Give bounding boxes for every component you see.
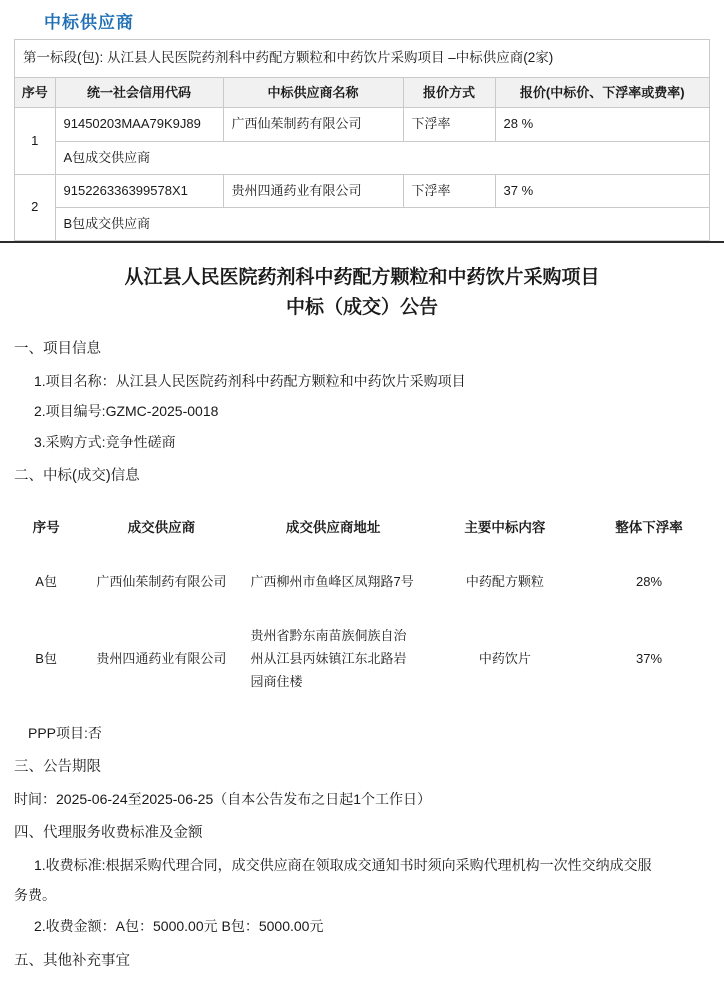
cell-address: 广西柳州市鱼峰区凤翔路7号 [250,573,414,589]
cell-supplier: 广西仙茱制药有限公司 [223,108,403,141]
table-row [15,174,709,207]
announcement-title-line2: 中标（成交）公告 [285,296,438,318]
column-header-address: 成交供应商地址 [285,519,381,535]
cell-content: 中药饮片 [478,651,531,667]
table-header-row [14,505,710,555]
cell-package: A包 [35,573,57,589]
project-number: 2.项目编号:GZMC-2025-0018 [34,403,219,420]
table-header-row [15,78,709,108]
announcement-title-line1: 从江县人民医院药剂科中药配方颗粒和中药饮片采购项目 [124,267,600,289]
section-heading-project-info: 一、项目信息 [14,341,101,358]
agency-fee-standard: 1.收费标准:根据采购代理合同，成交供应商在领取成交通知书时须向采购代理机构一次性交纳成交服 [34,856,652,873]
cell-credit-code: 91450203MAA79K9J89 [55,108,223,141]
bid-supplier-table [15,78,709,241]
announcement-period-text: 时间：2025-06-24至2025-06-25（自本公告发布之日起1个工作日） [14,790,432,807]
column-header-code: 统一社会信用代码 [55,78,223,108]
bid-table-header: 第一标段(包): 从江县人民医院药剂科中药配方颗粒和中药饮片采购项目 –中标供应商(2家) [15,40,709,78]
cell-supplier: 贵州四通药业有限公司 [223,174,403,207]
column-header-index: 序号 [15,78,55,108]
award-result-table [14,505,710,710]
announcement-body [0,241,724,987]
cell-rate: 28% [636,573,663,589]
table-row [14,609,710,709]
cell-index: 1 [15,108,55,174]
cell-index: 2 [15,174,55,240]
table-row-note [15,208,709,241]
cell-price: 28 % [495,108,709,141]
section-heading-other-matters: 五、其他补充事宜 [14,952,130,969]
column-header-package: 序号 [32,519,60,535]
project-name: 1.项目名称：从江县人民医院药剂科中药配方颗粒和中药饮片采购项目 [34,372,466,389]
cell-package: B包 [35,651,57,667]
column-header-price: 报价(中标价、下浮率或费率) [495,78,709,108]
cell-rate: 37% [636,651,663,667]
cell-price-mode: 下浮率 [403,174,495,207]
cell-price-mode: 下浮率 [403,108,495,141]
section-heading-award-info: 二、中标(成交)信息 [14,468,140,485]
section-heading-agency-fee: 四、代理服务收费标准及金额 [14,825,203,842]
cell-package-note: B包成交供应商 [55,208,709,241]
bid-supplier-table-container [14,39,710,241]
agency-fee-amount: 2.收费金额：A包：5000.00元 B包：5000.00元 [34,918,324,935]
table-row [15,108,709,141]
cell-supplier: 贵州四通药业有限公司 [96,651,227,667]
procurement-method: 3.采购方式:竞争性磋商 [34,433,176,450]
cell-supplier: 广西仙茱制药有限公司 [96,573,227,589]
announcement-title [14,263,710,322]
cell-address: 贵州省黔东南苗族侗族自治州从江县丙妹镇江东北路岩园商住楼 [250,628,407,689]
ppp-project-flag: PPP项目:否 [28,724,102,741]
cell-price: 37 % [495,174,709,207]
column-header-mode: 报价方式 [403,78,495,108]
agency-fee-standard-cont: 务费。 [14,887,56,904]
table-row [14,555,710,610]
column-header-supplier: 中标供应商名称 [223,78,403,108]
cell-credit-code: 915226336399578X1 [55,174,223,207]
column-header-supplier: 成交供应商 [127,519,196,535]
page-section-title: 中标供应商 [44,13,134,32]
cell-package-note: A包成交供应商 [55,141,709,174]
column-header-content: 主要中标内容 [464,519,546,535]
table-row-note [15,141,709,174]
column-header-rate: 整体下浮率 [615,519,683,535]
section-heading-announcement-period: 三、公告期限 [14,759,101,776]
cell-content: 中药配方颗粒 [465,573,544,589]
